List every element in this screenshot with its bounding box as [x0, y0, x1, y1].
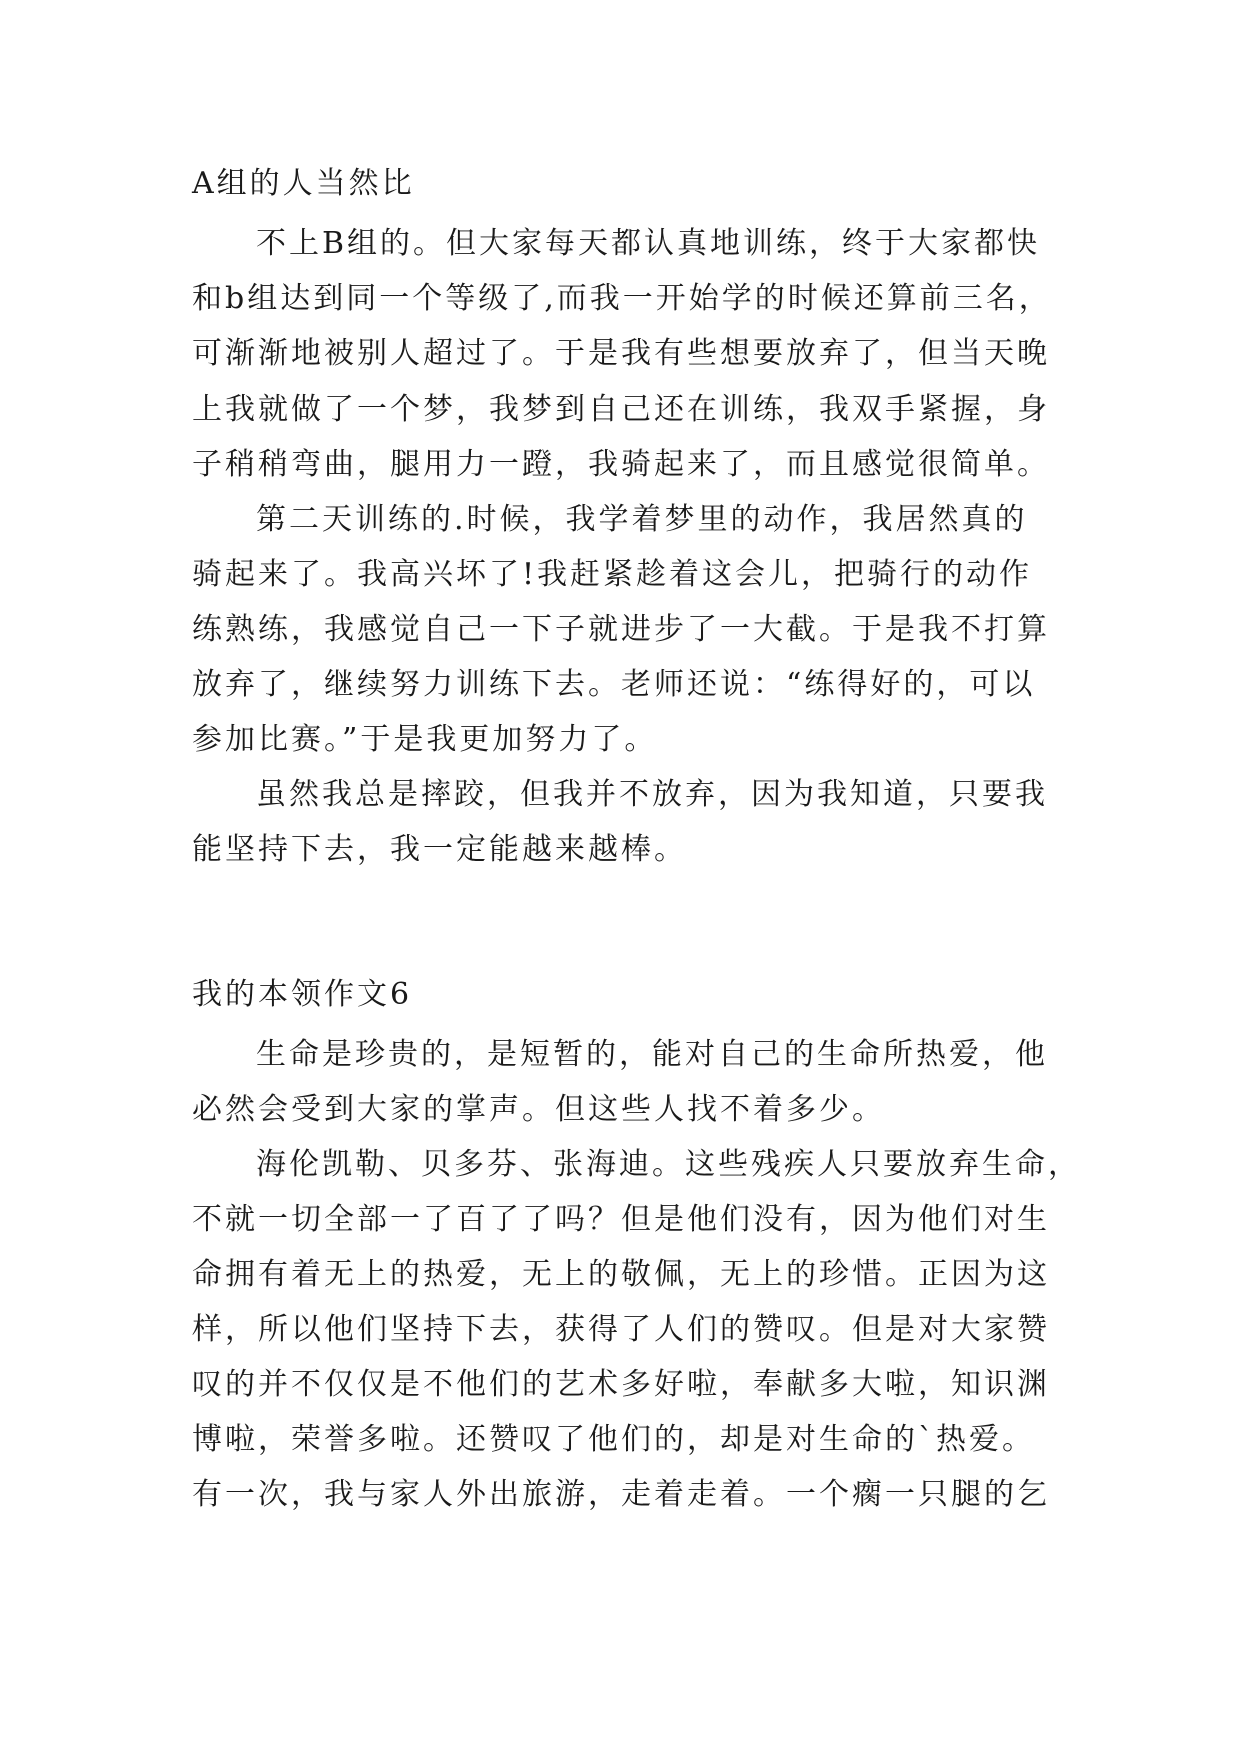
text-line: 子稍稍弯曲，腿用力一蹬，我骑起来了，而且感觉很简单。	[192, 447, 1050, 482]
text-line: 不上B组的。但大家每天都认真地训练，终于大家都快	[256, 226, 1041, 261]
text-line: 第二天训练的.时候，我学着梦里的动作，我居然真的	[256, 502, 1028, 537]
text-line: 骑起来了。我高兴坏了!我赶紧趁着这会儿，把骑行的动作	[192, 557, 1033, 592]
text-line: 放弃了，继续努力训练下去。老师还说：“练得好的，可以	[192, 667, 1036, 702]
text-line: 能坚持下去，我一定能越来越棒。	[192, 832, 687, 867]
text-line: 参加比赛。”于是我更加努力了。	[192, 722, 658, 757]
text-line: 叹的并不仅仅是不他们的艺术多好啦，奉献多大啦，知识渊	[192, 1367, 1050, 1402]
text-line: 和b组达到同一个等级了,而我一开始学的时候还算前三名，	[192, 281, 1052, 316]
text-line: 命拥有着无上的热爱，无上的敬佩，无上的珍惜。正因为这	[192, 1257, 1050, 1292]
text-line: 虽然我总是摔跤，但我并不放弃，因为我知道，只要我	[256, 777, 1048, 812]
text-line: A组的人当然比	[192, 166, 415, 201]
text-line: 博啦，荣誉多啦。还赞叹了他们的，却是对生命的`热爱。	[192, 1422, 1035, 1457]
text-line: 海伦凯勒、贝多芬、张海迪。这些残疾人只要放弃生命，	[256, 1147, 1081, 1182]
text-line: 可渐渐地被别人超过了。于是我有些想要放弃了，但当天晚	[192, 336, 1050, 371]
text-line: 练熟练，我感觉自己一下子就进步了一大截。于是我不打算	[192, 612, 1050, 647]
text-line: 样，所以他们坚持下去，获得了人们的赞叹。但是对大家赞	[192, 1312, 1050, 1347]
text-line: 不就一切全部一了百了了吗？但是他们没有，因为他们对生	[192, 1202, 1050, 1237]
text-line: 必然会受到大家的掌声。但这些人找不着多少。	[192, 1092, 885, 1127]
section-heading: 我的本领作文6	[192, 977, 413, 1012]
text-line: 有一次，我与家人外出旅游，走着走着。一个瘸一只腿的乞	[192, 1477, 1050, 1512]
text-line: 生命是珍贵的，是短暂的，能对自己的生命所热爱，他	[256, 1037, 1048, 1072]
text-line: 上我就做了一个梦，我梦到自己还在训练，我双手紧握，身	[192, 392, 1050, 427]
